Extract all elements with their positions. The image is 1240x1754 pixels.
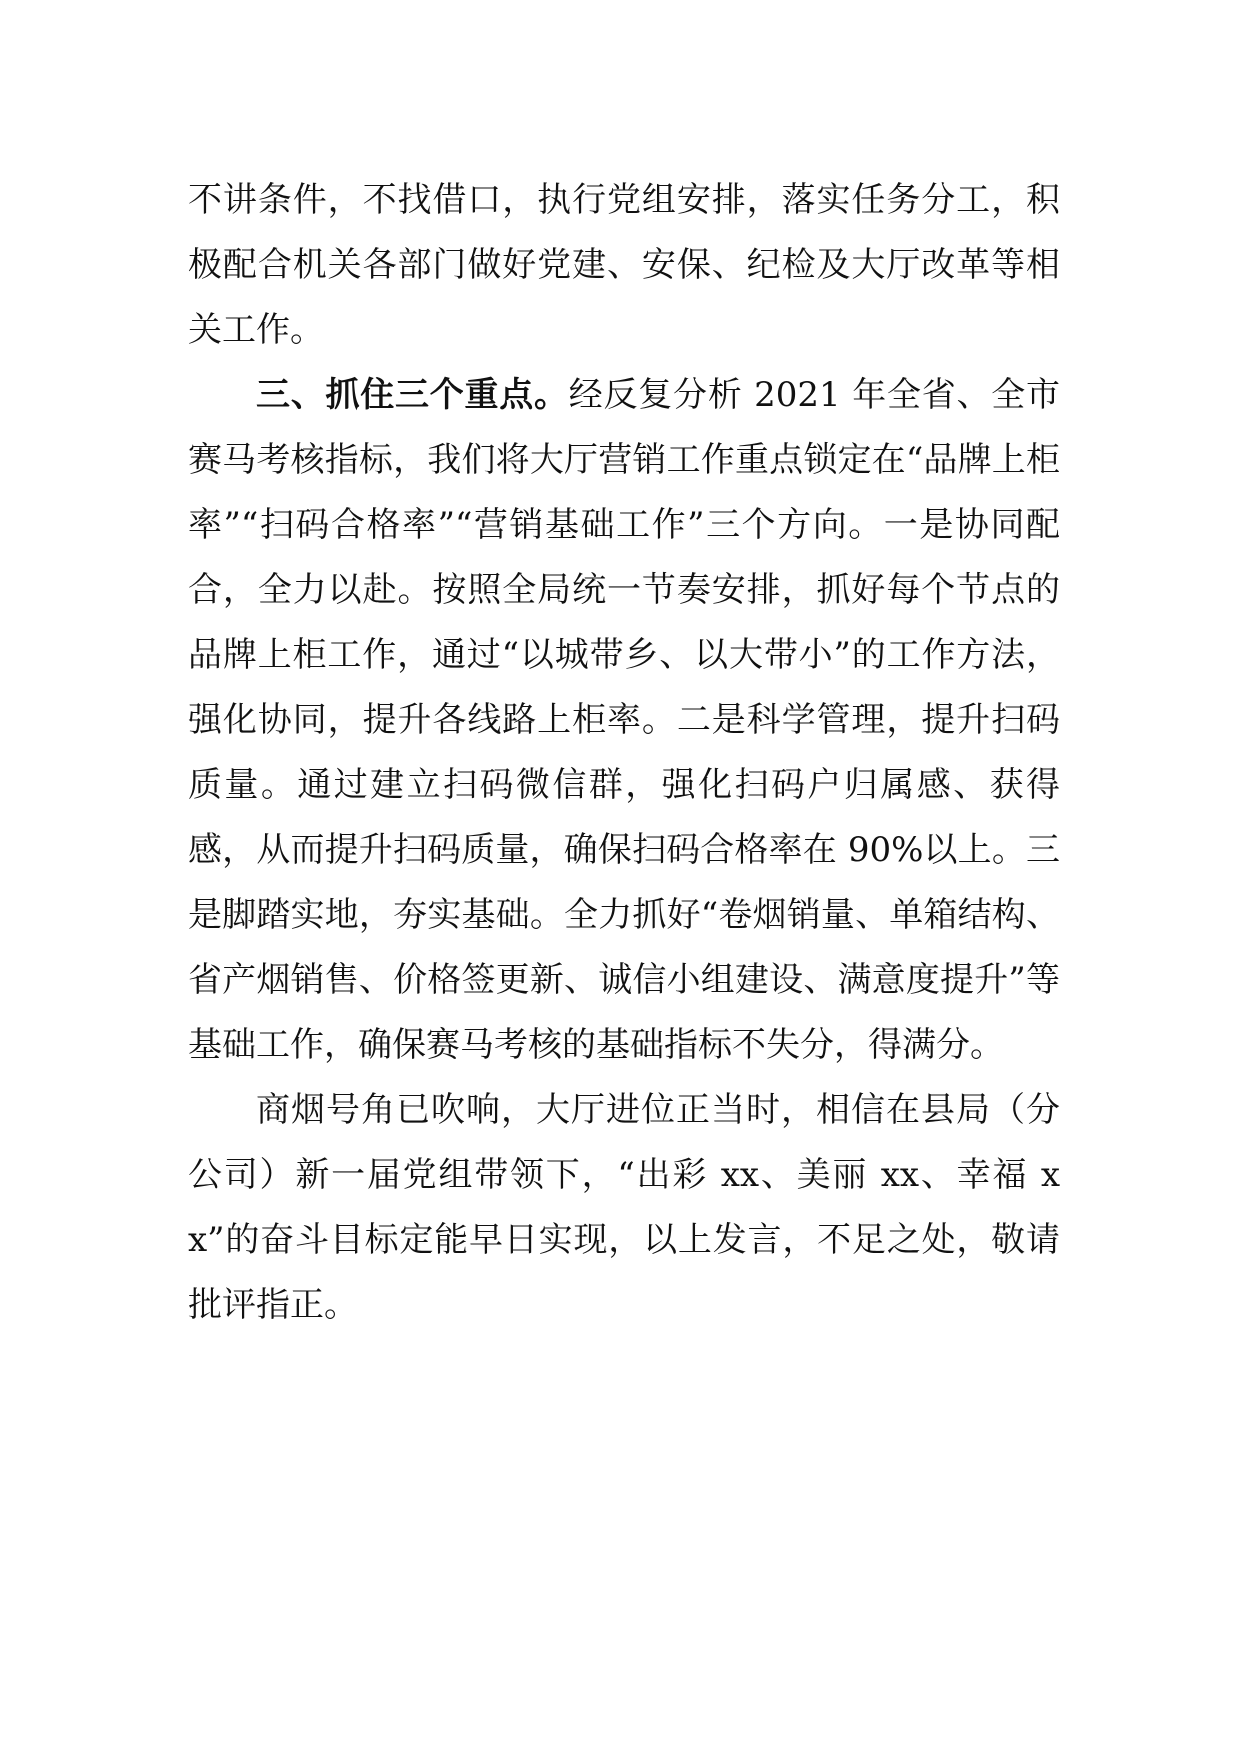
paragraph-continuation [188, 168, 1060, 363]
section-heading: 三、抓住三个重点。 [256, 375, 569, 415]
paragraph-text: 不讲条件，不找借口，执行党组安排，落实任务分工，积极配合机关各部门做好党建、安保、纪检及大厅改革等相关工作。 [188, 180, 1060, 350]
paragraph-closing [188, 1078, 1060, 1338]
paragraph-text: 经反复分析 2021 年全省、全市赛马考核指标，我们将大厅营销工作重点锁定在“品牌上柜率”“扫码合格率”“营销基础工作”三个方向。一是协同配合，全力以赴。按照全局统一节奏安排，抓好每个节点的品牌上柜工作，通过“以城带乡、以大带小”的工作方法，强化协同，提升各线路上柜率。二是科学管理，提升扫码质量。通过建立扫码微信群，强化扫码户归属感、获得感，从而提升扫码质量，确保扫码合格率在 90%以上。三是脚踏实地，夯实基础。全力抓好“卷烟销量、单箱结构、省产烟销售、价格签更新、诚信小组建设、满意度提升”等基础工作，确保赛马考核的基础指标不失分，得满分。 [188, 375, 1060, 1065]
paragraph-three-key-points [188, 363, 1060, 1078]
paragraph-text: 商烟号角已吹响，大厅进位正当时，相信在县局（分公司）新一届党组带领下，“出彩 xx、美丽 xx、幸福 xx”的奋斗目标定能早日实现，以上发言，不足之处，敬请批评指正。 [188, 1090, 1060, 1325]
document-page [188, 168, 1060, 1338]
